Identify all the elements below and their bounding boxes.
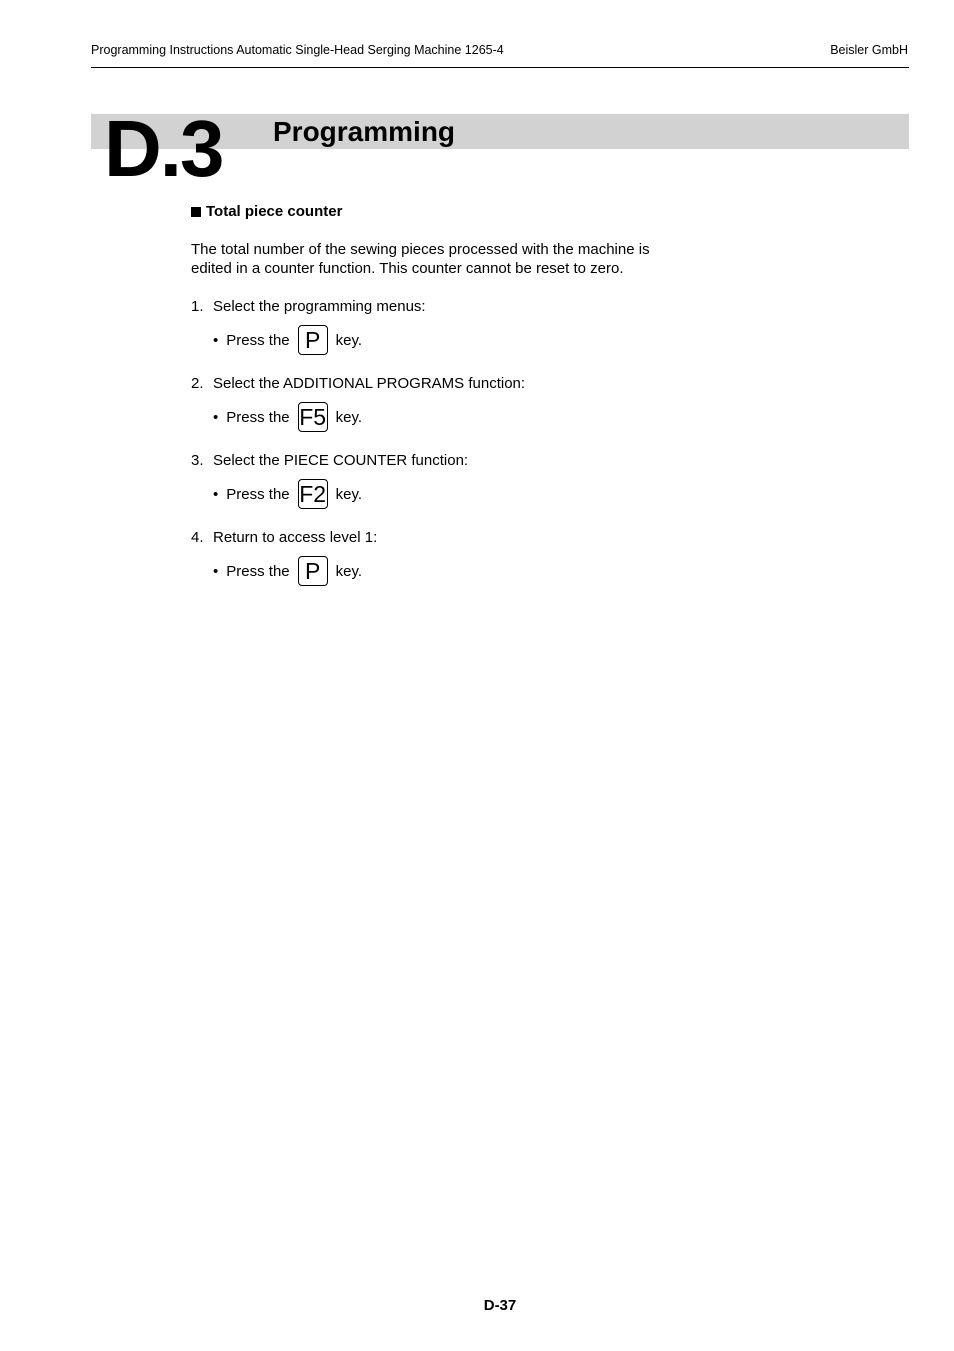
step-text: Select the PIECE COUNTER function: [213,452,469,469]
step-text: Select the programming menus: [213,298,426,315]
step-2 [191,375,525,392]
p-key-icon: P [298,556,328,586]
step-4-instruction [213,555,362,587]
step-number: 4. [191,529,204,546]
step-number: 3. [191,452,204,469]
page-number: D-37 [483,1297,517,1314]
bullet-icon: • [213,562,219,580]
bullet-icon: • [213,408,219,426]
step-4 [191,529,377,546]
p-key-icon: P [298,325,328,355]
header-divider [91,67,909,68]
step-3-instruction [213,478,362,510]
instruction-suffix: key. [335,562,363,580]
bullet-icon: • [213,485,219,503]
step-3 [191,452,468,469]
step-text: Return to access level 1: [213,529,378,546]
section-heading [191,203,342,220]
step-number: 2. [191,375,204,392]
instruction-prefix: Press the [226,485,290,503]
instruction-suffix: key. [335,485,363,503]
header-company-name: Beisler GmbH [830,43,908,57]
intro-paragraph [191,240,711,278]
step-text: Select the ADDITIONAL PROGRAMS function: [213,375,526,392]
intro-line: edited in a counter function. This counter cannot be reset to zero. [191,260,624,277]
step-number: 1. [191,298,204,315]
instruction-prefix: Press the [226,562,290,580]
step-1 [191,298,426,315]
header-document-title: Programming Instructions Automatic Single-Head Serging Machine 1265-4 [91,43,504,57]
square-bullet-icon [191,207,201,217]
step-2-instruction [213,401,362,433]
step-1-instruction [213,324,362,356]
instruction-prefix: Press the [226,331,290,349]
bullet-icon: • [213,331,219,349]
f2-key-icon: F2 [298,479,328,509]
section-heading-text: Total piece counter [206,203,343,220]
f5-key-icon: F5 [298,402,328,432]
intro-line: The total number of the sewing pieces processed with the machine is [191,241,650,258]
chapter-number: D.3 [104,104,223,193]
instruction-prefix: Press the [226,408,290,426]
instruction-suffix: key. [335,331,363,349]
instruction-suffix: key. [335,408,363,426]
chapter-title: Programming [273,116,456,147]
